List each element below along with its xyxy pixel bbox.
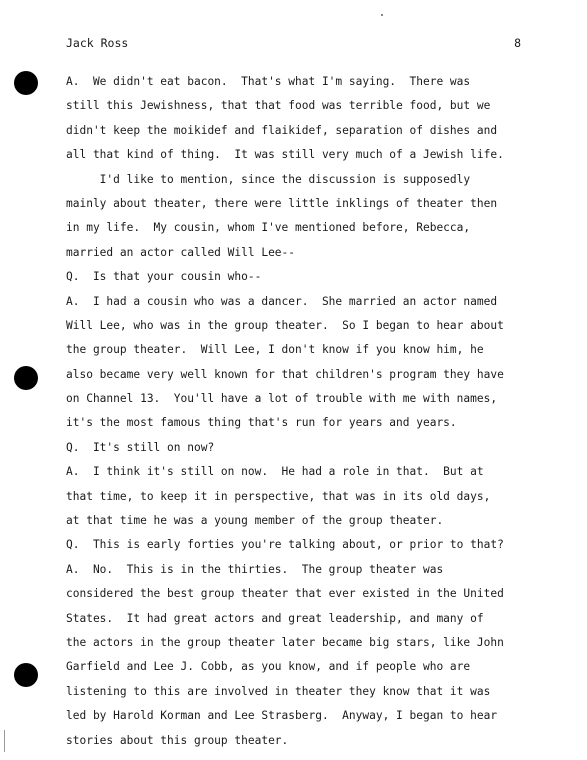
- text-line: A. I think it's still on now. He had a role in that. But at: [66, 465, 484, 479]
- text-line: married an actor called Will Lee--: [66, 245, 296, 259]
- transcript-body: [66, 70, 536, 753]
- text-line: the actors in the group theater later became big stars, like John: [66, 635, 504, 649]
- text-line: led by Harold Korman and Lee Strasberg. Anyway, I began to hear: [66, 709, 498, 723]
- header-name: Jack Ross: [66, 36, 129, 50]
- text-line: it's the most famous thing that's run for years and years.: [66, 416, 457, 430]
- text-line: listening to this are involved in theater they know that it was: [66, 684, 491, 698]
- punch-hole: [14, 71, 38, 95]
- text-line: Q. This is early forties you're talking about, or prior to that?: [66, 538, 504, 552]
- text-line: on Channel 13. You'll have a lot of trouble with me with names,: [66, 392, 498, 406]
- text-line: considered the best group theater that ever existed in the United: [66, 587, 504, 601]
- text-line: stories about this group theater.: [66, 733, 289, 747]
- text-line: A. No. This is in the thirties. The group theater was: [66, 562, 444, 576]
- text-line: didn't keep the moikidef and flaikidef, separation of dishes and: [66, 123, 498, 137]
- punch-hole: [14, 366, 38, 390]
- text-line: still this Jewishness, that that food was terrible food, but we: [66, 99, 491, 113]
- text-line: A. I had a cousin who was a dancer. She married an actor named: [66, 294, 498, 308]
- text-line: A. We didn't eat bacon. That's what I'm saying. There was: [66, 75, 471, 88]
- text-line: in my life. My cousin, whom I've mentioned before, Rebecca,: [66, 221, 471, 235]
- text-line: Q. Is that your cousin who--: [66, 270, 262, 284]
- punch-hole: [14, 663, 38, 687]
- page-header: [66, 36, 521, 50]
- text-line: the group theater. Will Lee, I don't know if you know him, he: [66, 343, 484, 357]
- scan-speck: [381, 14, 383, 16]
- text-line: Garfield and Lee J. Cobb, as you know, and if people who are: [66, 660, 471, 674]
- page-number: 8: [514, 36, 521, 50]
- text-line: that time, to keep it in perspective, that was in its old days,: [66, 489, 491, 503]
- text-line: Will Lee, who was in the group theater. So I began to hear about: [66, 318, 504, 332]
- text-line: I'd like to mention, since the discussion is supposedly: [66, 172, 471, 186]
- text-line: mainly about theater, there were little inklings of theater then: [66, 196, 498, 210]
- scan-edge-mark: [4, 730, 5, 752]
- text-line: also became very well known for that children's program they have: [66, 367, 504, 381]
- text-line: States. It had great actors and great leadership, and many of: [66, 611, 484, 625]
- text-line: all that kind of thing. It was still very much of a Jewish life.: [66, 148, 504, 162]
- text-line: at that time he was a young member of the group theater.: [66, 514, 444, 528]
- text-line: Q. It's still on now?: [66, 440, 215, 454]
